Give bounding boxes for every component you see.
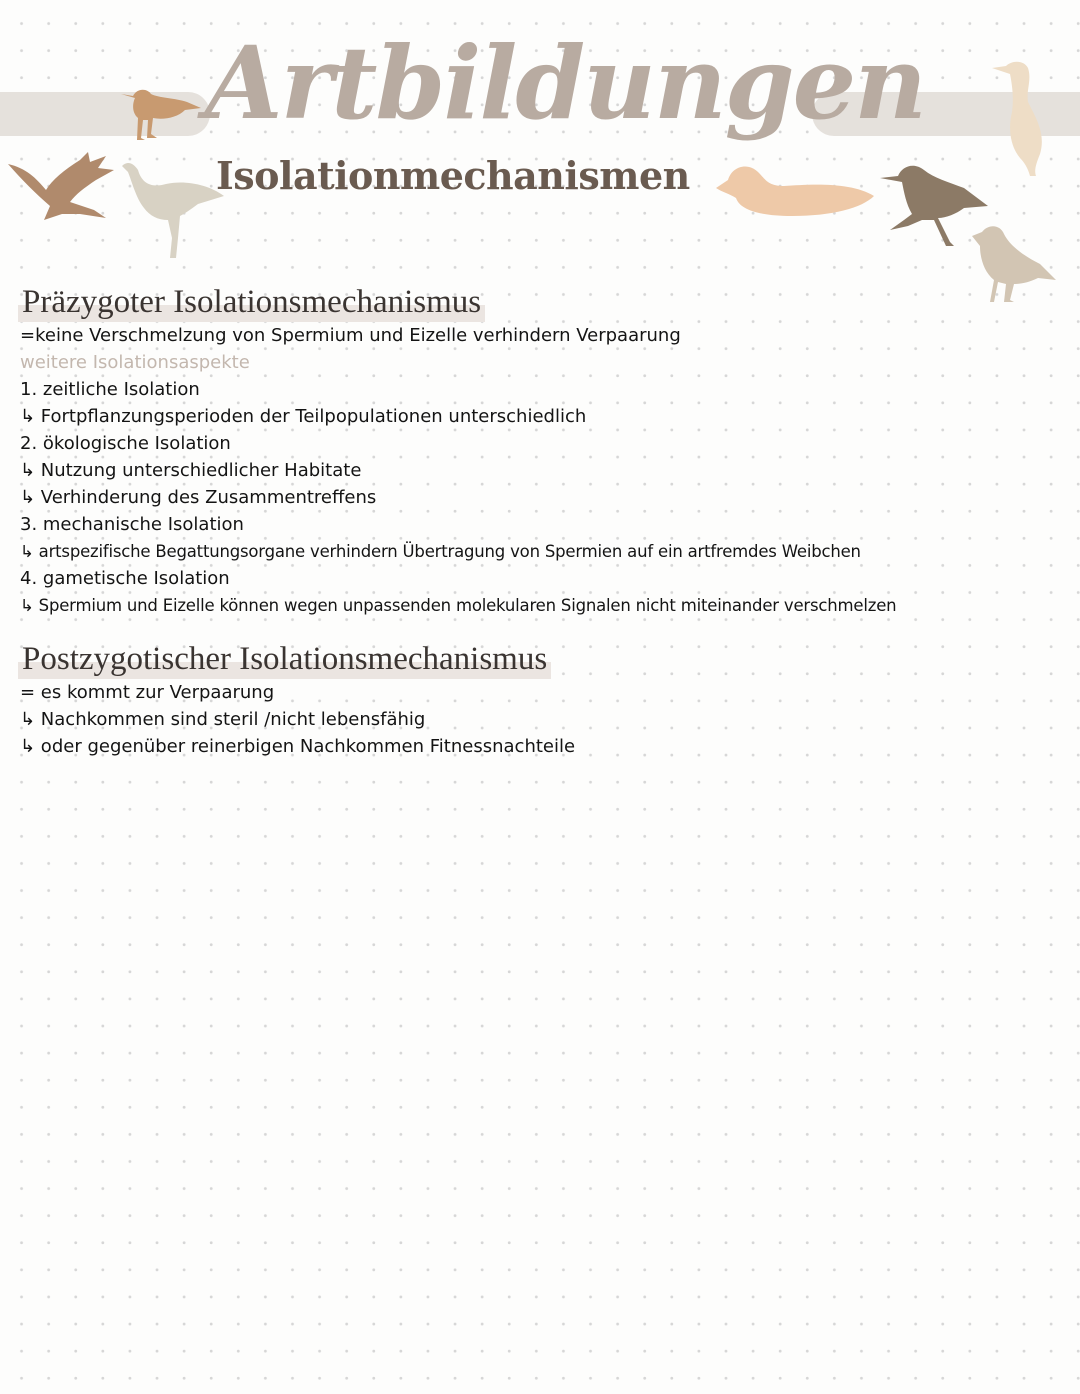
page-subtitle: Isolationmechanismen (216, 153, 690, 198)
list-item: ↳ Verhinderung des Zusammentreffens (20, 487, 377, 508)
page-title: Artbildungen (205, 24, 925, 142)
section-postzygot (18, 679, 1058, 760)
spoonbill-icon (118, 158, 228, 268)
duck-icon (712, 158, 876, 220)
list-item: ↳ Nachkommen sind steril /nicht lebensfähig (20, 709, 426, 730)
list-item: ↳ Nutzung unterschiedlicher Habitate (20, 460, 362, 481)
list-item: 1. zeitliche Isolation (20, 379, 200, 400)
section-praezygot (18, 322, 1058, 619)
sandpiper-icon (115, 82, 205, 144)
list-item: ↳ oder gegenüber reinerbigen Nachkommen Fitnessnachteile (20, 736, 576, 757)
notes-content (18, 282, 1058, 760)
definition-line: = es kommt zur Verpaarung (20, 682, 275, 703)
list-item: 3. mechanische Isolation (20, 514, 244, 535)
header (0, 0, 1080, 320)
list-item: 4. gametische Isolation (20, 568, 230, 589)
section-title-postzygot: Postzygotischer Isolationsmechanismus (18, 639, 551, 679)
list-item: ↳ artspezifische Begattungsorgane verhindern Übertragung von Spermien auf ein artfremdes Weibchen (20, 542, 861, 561)
section-title-praezygot: Präzygoter Isolationsmechanismus (18, 282, 485, 322)
list-item: ↳ Spermium und Eizelle können wegen unpassenden molekularen Signalen nicht miteinander verschmelzen (20, 596, 897, 615)
definition-line: =keine Verschmelzung von Spermium und Eizelle verhindern Verpaarung (20, 325, 681, 346)
list-item: ↳ Fortpflanzungsperioden der Teilpopulationen unterschiedlich (20, 406, 587, 427)
bird-right-icon (990, 58, 1052, 178)
subheading-line: weitere Isolationsaspekte (20, 352, 250, 373)
hawk-icon (6, 150, 118, 222)
list-item: 2. ökologische Isolation (20, 433, 231, 454)
